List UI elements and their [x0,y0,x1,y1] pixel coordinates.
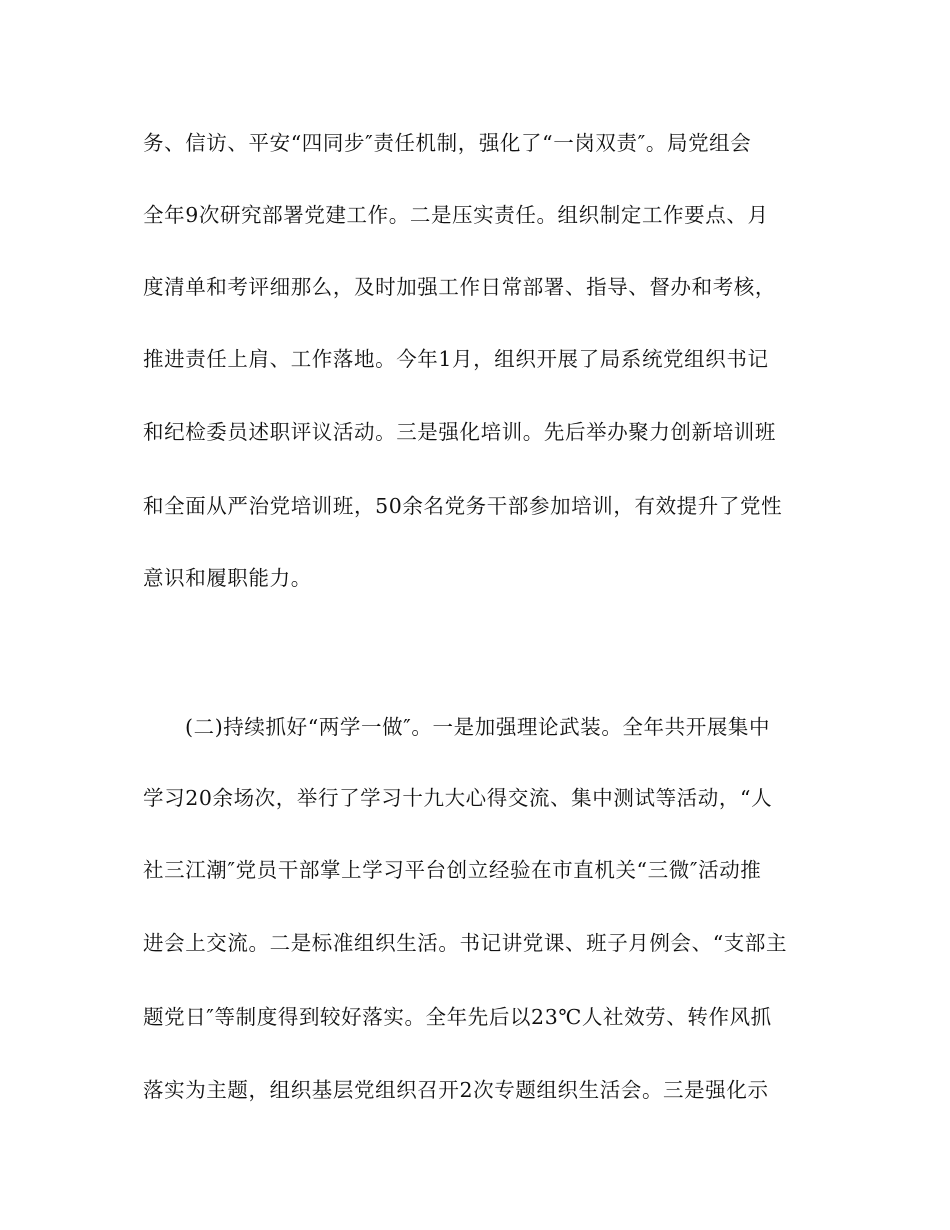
paragraph-1-line-4: 推进责任上肩、工作落地。今年1月，组织开展了局系统党组织书记 [143,347,769,371]
paragraph-1-line-5: 和纪检委员述职评议活动。三是强化培训。先后举办聚力创新培训班 [143,420,776,444]
paragraph-2-line-2: 学习20余场次，举行了学习十九大心得交流、集中测试等活动，“人 [143,786,773,810]
paragraph-2-line-3: 社三江潮″党员干部掌上学习平台创立经验在市直机关“三微″活动推 [143,858,762,882]
paragraph-1-line-7: 意识和履职能力。 [143,566,312,590]
paragraph-2-line-4: 进会上交流。二是标准组织生活。书记讲党课、班子月例会、“支部主 [143,931,788,955]
paragraph-1-line-1: 务、信访、平安“四同步″责任机制，强化了“一岗双责″。局党组会 [143,131,752,155]
paragraph-1-line-3: 度清单和考评细那么，及时加强工作日常部署、指导、督办和考核， [143,275,776,299]
paragraph-1-line-2: 全年9次研究部署党建工作。二是压实责任。组织制定工作要点、月 [143,203,769,227]
paragraph-2-line-6: 落实为主题，组织基层党组织召开2次专题组织生活会。三是强化示 [143,1078,769,1102]
paragraph-2-line-1: (二)持续抓好“两学一做″。一是加强理论武装。全年共开展集中 [185,715,771,739]
paragraph-1-line-6: 和全面从严治党培训班，50余名党务干部参加培训，有效提升了党性 [143,494,783,518]
paragraph-2-line-5: 题党日″等制度得到较好落实。全年先后以23℃人社效劳、转作风抓 [143,1005,772,1029]
